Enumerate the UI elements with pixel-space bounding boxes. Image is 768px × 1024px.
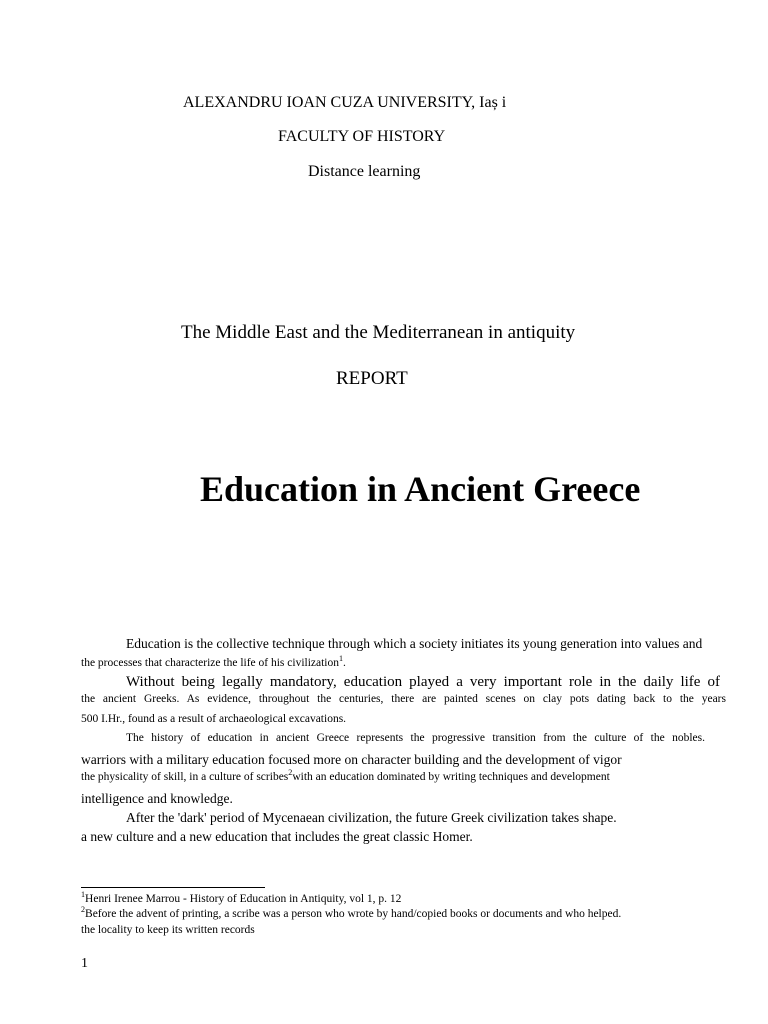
body-line: The history of education in ancient Greece represents the progressive transition from the culture of the nobles. — [126, 732, 705, 744]
footnote-text: Henri Irenee Marrou - History of Education in Antiquity, vol 1, p. 12 — [85, 893, 402, 905]
faculty-name: FACULTY OF HISTORY — [278, 128, 446, 145]
document-type: REPORT — [336, 368, 408, 389]
body-text-span: the processes that characterize the life of his civilization — [81, 657, 339, 669]
footnote-2-continued: the locality to keep its written records — [81, 924, 255, 936]
footnote-mark: 1 — [81, 890, 86, 900]
footnote-text: Before the advent of printing, a scribe was a person who wrote by hand/copied books or documents and who helped. — [85, 908, 622, 920]
body-line: 500 I.Hr., found as a result of archaeological excavations. — [81, 713, 347, 725]
body-line: intelligence and knowledge. — [81, 791, 233, 806]
page-title: Education in Ancient Greece — [200, 469, 641, 509]
body-line: warriors with a military education focused more on character building and the development of vigor — [81, 752, 622, 767]
body-line: the ancient Greeks. As evidence, throughout the centuries, there are painted scenes on clay pots dating back to the years — [81, 693, 726, 705]
body-line: a new culture and a new education that includes the great classic Homer. — [81, 829, 473, 844]
footnote-ref-1: 1 — [339, 654, 344, 664]
body-text-span: with an education dominated by writing techniques and development — [292, 771, 610, 783]
footnote-mark: 2 — [81, 905, 86, 915]
university-name: ALEXANDRU IOAN CUZA UNIVERSITY, Iaș i — [183, 94, 507, 111]
body-line: Education is the collective technique through which a society initiates its young generation into values and — [126, 636, 703, 651]
body-text-span: . — [343, 657, 346, 669]
page-number: 1 — [81, 956, 88, 971]
body-line: After the 'dark' period of Mycenaean civilization, the future Greek civilization takes shape. — [126, 810, 617, 825]
footnote-ref-2: 2 — [288, 768, 293, 778]
program-name: Distance learning — [308, 163, 421, 180]
body-line — [81, 654, 346, 669]
body-line — [81, 768, 610, 783]
footnote-2 — [81, 905, 622, 920]
course-title: The Middle East and the Mediterranean in antiquity — [181, 322, 576, 343]
footnote-separator — [81, 887, 265, 888]
footnote-1 — [81, 890, 402, 905]
body-line: Without being legally mandatory, education played a very important role in the daily life of — [126, 674, 720, 690]
body-text-span: the physicality of skill, in a culture of scribes — [81, 771, 289, 783]
